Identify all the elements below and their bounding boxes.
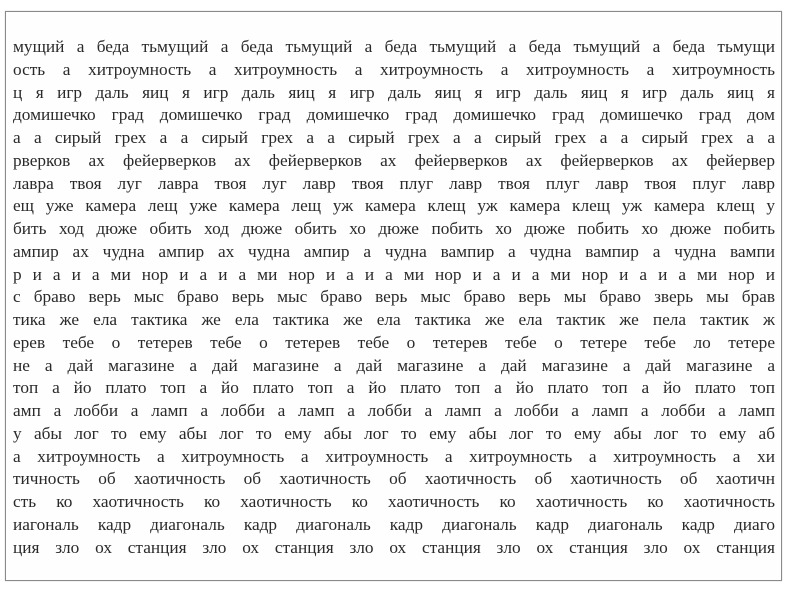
text-line: амп а лобби а ламп а лобби а ламп а лобби а ламп а лобби а ламп а лобби а ламп [13,401,775,420]
text-line: ампир ах чудна ампир ах чудна ампир а чудна вампир а чудна вампир а чудна вампи [13,241,775,261]
text-line: тика же ела тактика же ела тактика же ела тактика же ела тактик же пела тактик ж [13,310,775,329]
text-line: а хитроумность а хитроумность а хитроумность а хитроумность а хитроумность а хи [13,446,775,466]
text-line: с браво верь мыс браво верь мыс браво верь мыс браво верь мы браво зверь мы брав [13,287,775,307]
text-line: иагональ кадр диагональ кадр диагональ кадр диагональ кадр диагональ кадр диаго [13,514,775,534]
text-line: р и а и а ми нор и а и а ми нор и а и а ми нор и а и а ми нор и а и а ми нор и [13,264,775,284]
text-line: рверков ах фейерверков ах фейерверков ах фейерверков ах фейерверков ах фейервер [13,150,775,170]
text-line: а а сирый грех а а сирый грех а а сирый грех а а сирый грех а а сирый грех а а [13,128,775,147]
text-line: топ а йо плато топ а йо плато топ а йо плато топ а йо плато топ а йо плато топ [13,378,775,398]
text-line: не а дай магазине а дай магазине а дай магазине а дай магазине а дай магазине а [13,355,775,375]
text-line: тичность об хаотичность об хаотичность об хаотичность об хаотичность об хаотичн [13,469,775,489]
text-line: домишечко град домишечко град домишечко град домишечко град домишечко град дом [13,105,775,125]
text-line: ещ уже камера лещ уже камера лещ уж камера клещ уж камера клещ уж камера клещ у [13,196,775,216]
text-line: мущий а беда тьмущий а беда тьмущий а беда тьмущий а беда тьмущий а беда тьмущи [13,37,775,56]
text-line: у абы лог то ему абы лог то ему абы лог то ему абы лог то ему абы лог то ему аб [13,423,775,443]
text-block [13,36,775,559]
text-line: ц я игр даль яиц я игр даль яиц я игр даль яиц я игр даль яиц я игр даль яиц я [13,82,775,102]
text-line: лавра твоя луг лавра твоя луг лавр твоя плуг лавр твоя плуг лавр твоя плуг лавр [13,173,775,193]
text-line: ость а хитроумность а хитроумность а хитроумность а хитроумность а хитроумность [13,59,775,79]
text-line: бить ход дюже обить ход дюже обить хо дюже побить хо дюже побить хо дюже побить [13,219,775,238]
text-line: ерев тебе о тетерев тебе о тетерев тебе о тетерев тебе о тетере тебе ло тетере [13,332,775,352]
text-line: сть ко хаотичность ко хаотичность ко хаотичность ко хаотичность ко хаотичность [13,492,775,511]
text-line: ция зло ох станция зло ох станция зло ох станция зло ох станция зло ох станция [13,537,775,557]
